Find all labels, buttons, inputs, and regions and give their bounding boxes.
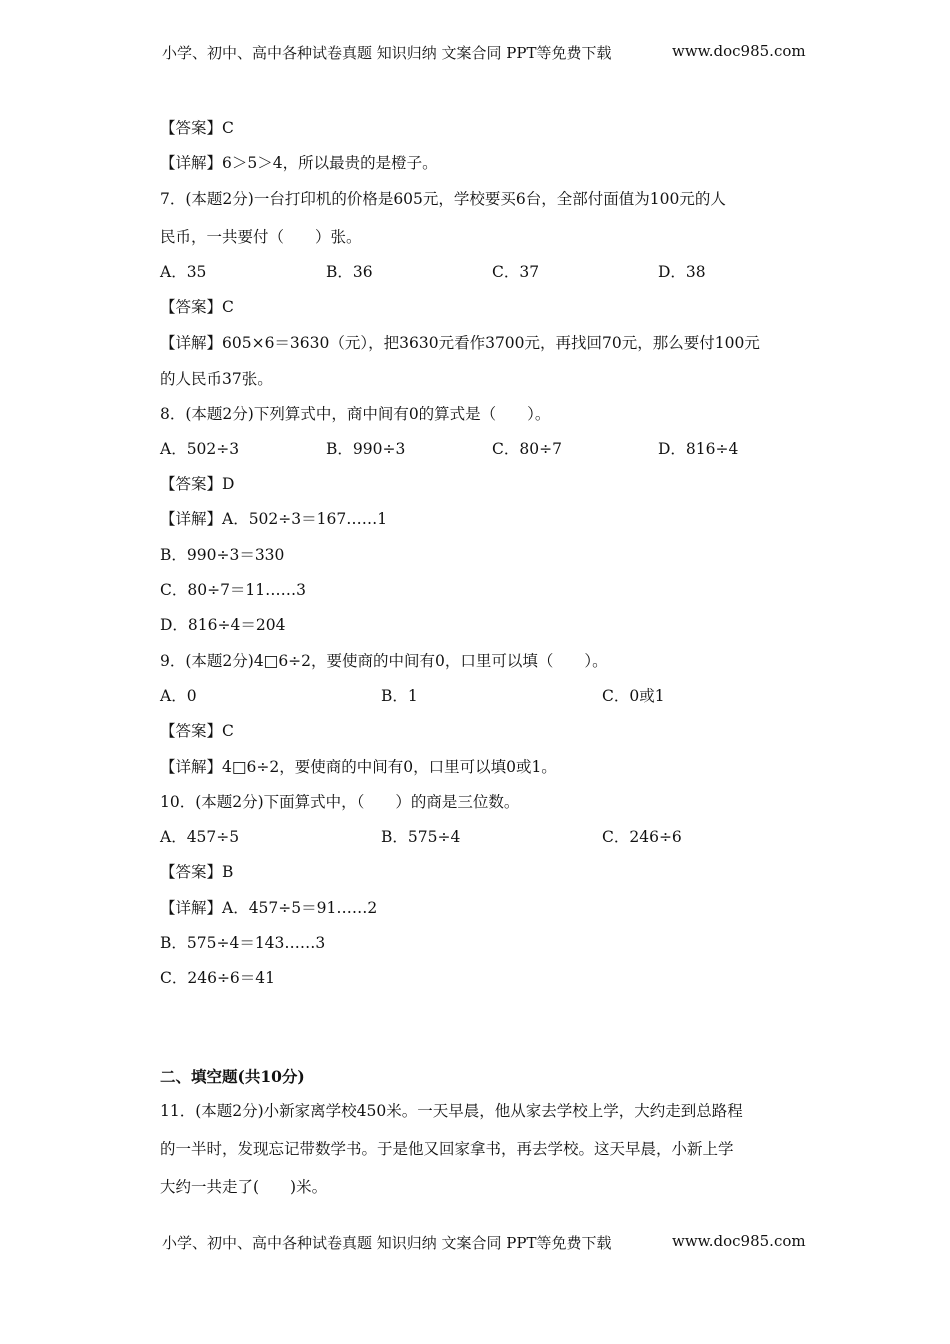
q8-option-b: B．990÷3 (326, 440, 406, 458)
q9-option-b: B．1 (381, 687, 418, 705)
q10-answer: 【答案】B (160, 863, 234, 881)
q6-detail: 【详解】6＞5＞4，所以最贵的是橙子。 (160, 154, 438, 172)
q9-stem: 9．(本题2分)4□6÷2，要使商的中间有0，口里可以填（ ）。 (160, 652, 608, 670)
q8-answer: 【答案】D (160, 475, 235, 493)
q9-detail: 【详解】4□6÷2，要使商的中间有0，口里可以填0或1。 (160, 758, 557, 776)
q10-option-c: C．246÷6 (602, 828, 682, 846)
q11-stem-line3: 大约一共走了( )米。 (160, 1178, 328, 1196)
q9-option-a: A．0 (160, 687, 197, 705)
q10-stem: 10．(本题2分)下面算式中，（ ）的商是三位数。 (160, 793, 520, 811)
q8-option-a: A．502÷3 (160, 440, 240, 458)
q7-answer: 【答案】C (160, 298, 234, 316)
q9-option-c: C．0或1 (602, 687, 665, 705)
section-title: 二、填空题(共10分) (160, 1067, 305, 1086)
page-footer (162, 1232, 806, 1253)
q8-detail-line4: D．816÷4＝204 (160, 616, 286, 634)
page-header (162, 42, 806, 63)
header-site: www.doc985.com (672, 42, 806, 60)
q10-option-a: A．457÷5 (160, 828, 240, 846)
q7-option-a: A．35 (160, 263, 207, 281)
q7-stem-line2: 民币，一共要付（ ）张。 (160, 228, 362, 246)
q7-detail-line2: 的人民币37张。 (160, 370, 273, 388)
footer-site: www.doc985.com (672, 1232, 806, 1250)
q10-detail-line3: C．246÷6＝41 (160, 969, 276, 987)
q8-detail-line2: B．990÷3＝330 (160, 546, 285, 564)
q7-option-d: D．38 (658, 263, 706, 281)
q8-stem: 8．(本题2分)下列算式中，商中间有0的算式是（ ）。 (160, 405, 551, 423)
q8-option-d: D．816÷4 (658, 440, 739, 458)
q11-stem-line2: 的一半时，发现忘记带数学书。于是他又回家拿书，再去学校。这天早晨，小新上学 (160, 1140, 734, 1158)
header-text: 小学、初中、高中各种试卷真题 知识归纳 文案合同 PPT等免费下载 (162, 44, 612, 62)
q9-answer: 【答案】C (160, 722, 234, 740)
footer-text: 小学、初中、高中各种试卷真题 知识归纳 文案合同 PPT等免费下载 (162, 1234, 612, 1252)
q7-stem-line1: 7．(本题2分)一台打印机的价格是605元，学校要买6台，全部付面值为100元的人 (160, 190, 726, 208)
q8-option-c: C．80÷7 (492, 440, 562, 458)
q7-detail-line1: 【详解】605×6＝3630（元），把3630元看作3700元，再找回70元，那么要付100元 (160, 334, 760, 352)
q10-option-b: B．575÷4 (381, 828, 461, 846)
q10-detail-line2: B．575÷4＝143……3 (160, 934, 326, 952)
q8-detail-line3: C．80÷7＝11……3 (160, 581, 307, 599)
q7-option-b: B．36 (326, 263, 373, 281)
q10-detail-line1: 【详解】A．457÷5＝91……2 (160, 899, 378, 917)
q6-answer: 【答案】C (160, 119, 234, 137)
q8-detail-line1: 【详解】A．502÷3＝167……1 (160, 510, 388, 528)
q7-option-c: C．37 (492, 263, 540, 281)
q11-stem-line1: 11．(本题2分)小新家离学校450米。一天早晨，他从家去学校上学，大约走到总路程 (160, 1102, 743, 1120)
